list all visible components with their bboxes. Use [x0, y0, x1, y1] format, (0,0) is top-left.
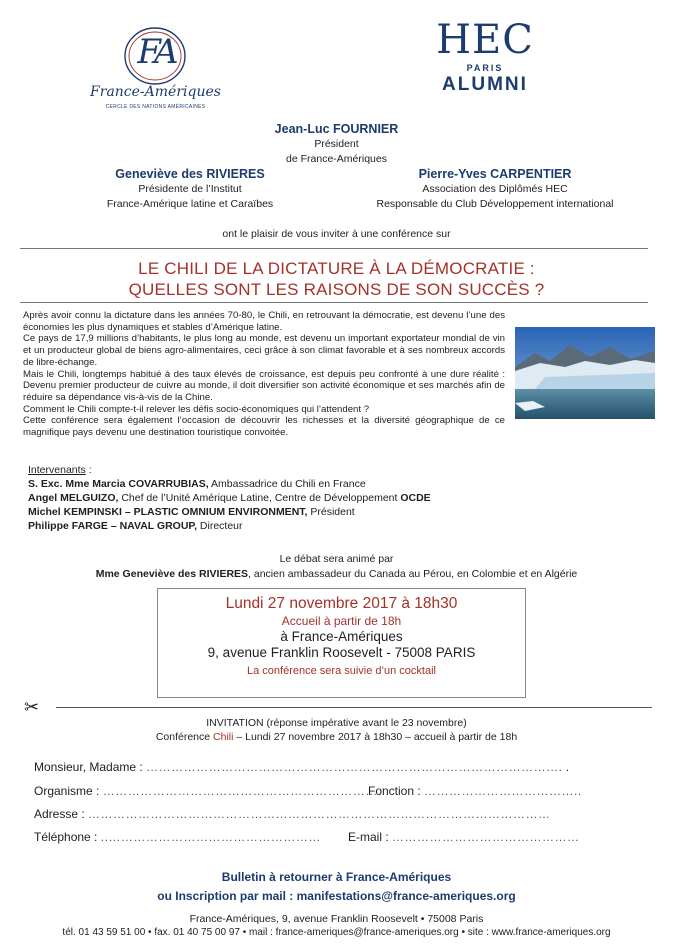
divider: [20, 302, 648, 303]
host-role: de France-Amériques: [286, 153, 387, 165]
paragraph: Cette conférence sera également l’occasion de découvrir les richesses et la diversité géographique de ce magnifique pays devenu une destination touristique convoitée.: [23, 415, 505, 439]
host-role: Présidente de l’Institut: [138, 183, 242, 195]
host-role: Responsable du Club Développement international: [376, 198, 614, 210]
telephone-label: Téléphone :: [34, 830, 98, 844]
host-role: Association des Diplômés HEC: [422, 183, 568, 195]
speaker-org: OCDE: [400, 492, 431, 504]
speaker-role: Président: [307, 506, 355, 518]
invitation-highlight: Chili: [213, 731, 234, 743]
hec-alumni: ALUMNI: [442, 74, 528, 95]
organisme-label: Organisme :: [34, 784, 100, 798]
fa-monogram: FA: [137, 32, 175, 72]
glacier-photo: [515, 327, 655, 419]
email-label: E-mail :: [348, 830, 389, 844]
hec-main: HEC: [436, 17, 534, 63]
divider: [20, 248, 648, 249]
speakers: [28, 463, 548, 533]
moderator-role: , ancien ambassadeur du Canada au Pérou, en Colombie et en Algérie: [248, 568, 578, 580]
debate-line: Le débat sera animé par: [279, 553, 394, 565]
civility-field[interactable]: [34, 760, 569, 774]
speaker: [28, 477, 548, 491]
title-line-2: QUELLES SONT LES RAISONS DE SON SUCCÈS ?: [128, 280, 545, 299]
invitation-prefix: Conférence: [155, 731, 214, 743]
adresse-label: Adresse :: [34, 807, 85, 821]
speaker-name: S. Exc. Mme Marcia COVARRUBIAS,: [28, 478, 209, 490]
paragraph: Après avoir connu la dictature dans les années 70-80, le Chili, en retrouvant la démocratie, est devenu l’une des économies les plus dynamiques et stables d’Amérique latine.: [23, 310, 505, 333]
fa-name: France-Amériques: [90, 84, 221, 100]
event-venue: à France-Amériques: [280, 629, 403, 644]
host-name: Pierre-Yves CARPENTIER: [418, 167, 572, 181]
title-line-1: LE CHILI DE LA DICTATURE À LA DÉMOCRATIE :: [138, 259, 535, 278]
organisme-dots: …………………………………………………………: [102, 784, 378, 798]
scissors-icon: ✂: [24, 697, 40, 717]
civility-dots: ……………………………………………………………………………………….: [146, 760, 563, 774]
hec-alumni-logo: [420, 18, 550, 103]
invitation-suffix: – Lundi 27 novembre 2017 à 18h30 – accueil à partir de 18h: [233, 731, 518, 743]
speaker: [28, 491, 548, 505]
moderator-name: Mme Geneviève des RIVIERES: [95, 568, 249, 580]
event-welcome: Accueil à partir de 18h: [281, 614, 402, 628]
telephone-field[interactable]: [34, 830, 321, 844]
footer: [0, 912, 673, 940]
debate-info: [0, 552, 673, 582]
host-role: France-Amérique latine et Caraïbes: [106, 198, 274, 210]
speaker: [28, 505, 548, 519]
fonction-dots: ………………………………..: [424, 784, 582, 798]
paragraph: Mais le Chili, longtemps habitué à des taux élevés de croissance, est depuis peu confronté à une dure réalité : Devenu premier producteur de cuivre au monde, il doit diversifier son activité économique et ses marchés afin de réduire sa dépendance vis-à-vis de la Chine.: [23, 368, 505, 403]
hec-paris: PARIS: [466, 63, 504, 73]
host-role: Président: [314, 138, 359, 150]
speakers-heading: Intervenants: [28, 464, 86, 476]
email-field[interactable]: [348, 830, 580, 844]
cut-line: [56, 707, 652, 708]
invitation-title: INVITATION (réponse impérative avant le 23 novembre): [206, 717, 467, 729]
speaker-role: Directeur: [197, 520, 243, 532]
footer-contacts: tél. 01 43 59 51 00 • fax. 01 40 75 00 97 • mail : france-ameriques@france-ameriques.org • site : www.france-ameriques.org: [62, 927, 611, 938]
france-ameriques-logo: [88, 18, 223, 118]
paragraph: Ce pays de 17,9 millions d’habitants, le plus long au monde, est devenu un important exportateur mondial de vin et un producteur global de biens agro-alimentaires, ceci grâce à son climat favorable et à ses nombreux accords de libre-échange.: [23, 333, 505, 368]
footer-address: France-Amériques, 9, avenue Franklin Roosevelt • 75008 Paris: [189, 913, 484, 925]
adresse-dots: …………………………………………………………………………………………………: [88, 807, 551, 821]
event-address: 9, avenue Franklin Roosevelt - 75008 PARIS: [207, 645, 476, 660]
fa-tagline: CERCLE DES NATIONS AMÉRICAINES: [105, 104, 206, 110]
event-box: [157, 588, 526, 698]
description: [23, 310, 505, 439]
host-des-rivieres: [60, 167, 320, 212]
event-cocktail: La conférence sera suivie d’un cocktail: [247, 665, 436, 677]
speaker-name: Michel KEMPINSKI – PLASTIC OMNIUM ENVIRONMENT,: [28, 506, 308, 518]
invitation-details: [0, 730, 673, 744]
adresse-field[interactable]: [34, 807, 551, 821]
speaker-name: Philippe FARGE – NAVAL GROUP,: [28, 520, 197, 532]
speaker: [28, 519, 548, 533]
fonction-label: Fonction :: [368, 784, 421, 798]
speakers-colon: :: [85, 464, 92, 476]
civility-tail: .: [565, 760, 570, 774]
fonction-field[interactable]: [368, 784, 582, 798]
paragraph: Comment le Chili compte-t-il relever les défis socio-économiques qui l’attendent ?: [23, 403, 370, 415]
invite-line: ont le plaisir de vous inviter à une conférence sur: [222, 228, 451, 240]
host-fournier: [0, 122, 673, 167]
conference-title: [0, 258, 673, 300]
telephone-dots: ..……………………………………………: [100, 830, 321, 844]
host-name: Geneviève des RIVIERES: [115, 167, 265, 181]
event-date: Lundi 27 novembre 2017 à 18h30: [225, 595, 458, 612]
civility-label: Monsieur, Madame :: [34, 760, 143, 774]
host-carpentier: [360, 167, 630, 212]
host-name: Jean-Luc FOURNIER: [274, 122, 399, 136]
bulletin: [0, 868, 673, 906]
email-dots: ………………………………………: [392, 830, 580, 844]
speaker-name: Angel MELGUIZO,: [28, 492, 119, 504]
moderator-line: [0, 567, 673, 582]
speaker-role: Ambassadrice du Chili en France: [208, 478, 366, 490]
organisme-field[interactable]: [34, 784, 378, 798]
speaker-role: Chef de l’Unité Amérique Latine, Centre de Développement: [118, 492, 401, 504]
bulletin-line-1: Bulletin à retourner à France-Amériques: [221, 870, 452, 884]
invitation-header: [0, 716, 673, 744]
bulletin-line-2[interactable]: ou Inscription par mail : manifestations@france-ameriques.org: [157, 889, 516, 903]
